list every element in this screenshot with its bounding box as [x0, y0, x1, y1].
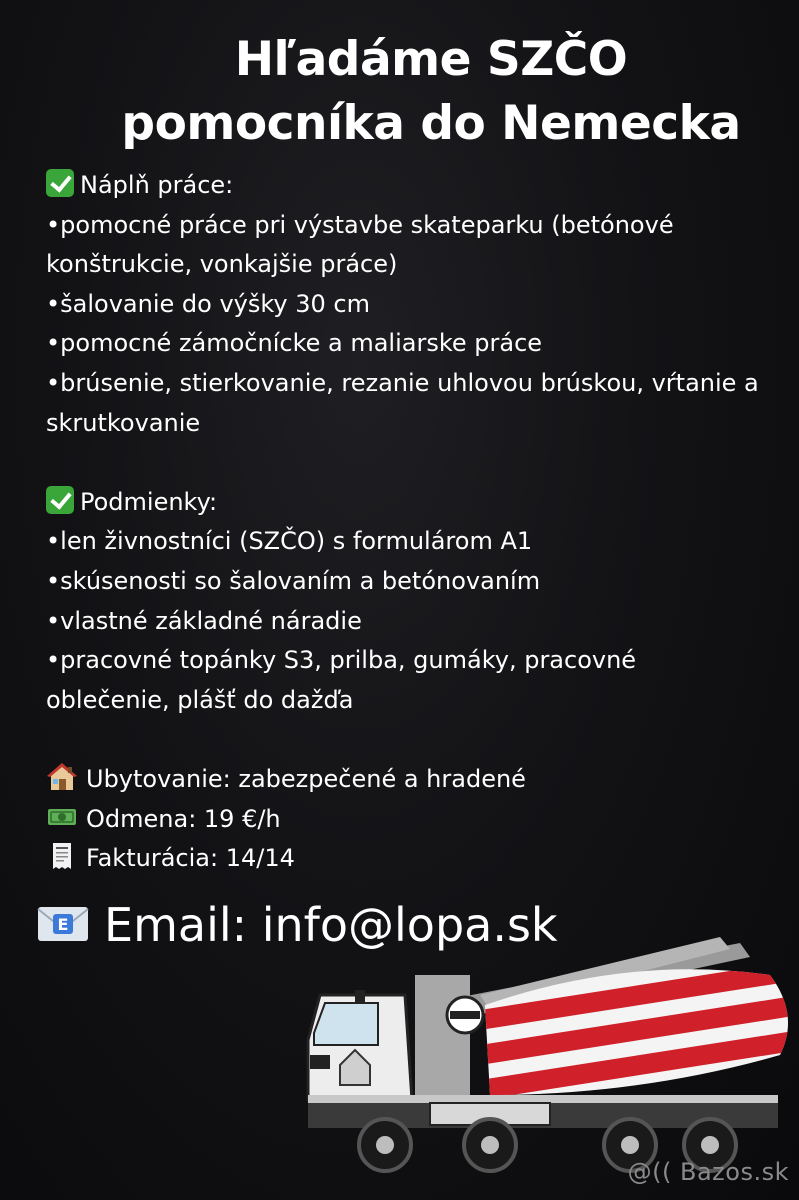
house-icon	[46, 762, 78, 792]
conditions-heading: Podmienky:	[80, 487, 218, 516]
condition-item: •len živnostníci (SZČO) s formulárom A1	[46, 527, 533, 556]
watermark-icon: @((	[627, 1158, 672, 1186]
pay-row	[46, 800, 799, 840]
job-item: •brúsenie, stierkovanie, rezanie uhlovou brúskou, vŕtanie a	[46, 368, 759, 397]
spacer	[46, 443, 799, 483]
envelope-icon	[36, 903, 90, 945]
title-line-2: pomocníka do Nemecka	[121, 96, 741, 151]
job-heading-row	[46, 166, 799, 206]
pay-text: Odmena: 19 €/h	[86, 804, 281, 833]
accommodation-text: Ubytovanie: zabezpečené a hradené	[86, 764, 526, 793]
job-heading: Náplň práce:	[80, 171, 234, 199]
condition-item: •vlastné základné náradie	[46, 606, 362, 635]
receipt-icon	[46, 841, 78, 871]
ad-body	[46, 166, 799, 879]
email-link[interactable]: Email: info@lopa.sk	[104, 898, 558, 952]
page-title	[0, 28, 799, 156]
watermark-text: Bazos.sk	[680, 1158, 789, 1186]
spacer	[46, 720, 799, 760]
title-line-1: Hľadáme SZČO	[234, 32, 628, 87]
conditions-heading-row	[46, 483, 799, 523]
check-mark-icon	[46, 169, 74, 197]
svg-text:E: E	[57, 915, 69, 934]
job-item: •šalovanie do výšky 30 cm	[46, 289, 370, 318]
check-mark-icon	[46, 486, 74, 514]
watermark	[628, 1158, 789, 1186]
job-item: •pomocné práce pri výstavbe skateparku (betónové	[46, 210, 674, 239]
condition-item: •skúsenosti so šalovaním a betónovaním	[46, 566, 541, 595]
condition-item: •pracovné topánky S3, prilba, gumáky, pracovné	[46, 646, 637, 675]
invoicing-row	[46, 839, 799, 879]
accommodation-row	[46, 760, 799, 800]
condition-item: oblečenie, plášť do dažďa	[46, 685, 354, 714]
job-item: •pomocné zámočnícke a maliarske práce	[46, 329, 543, 358]
banknote-icon	[46, 802, 78, 832]
job-item: skrutkovanie	[46, 408, 201, 437]
invoicing-text: Fakturácia: 14/14	[86, 844, 295, 873]
concrete-mixer-truck-image	[300, 935, 799, 1175]
job-item: konštrukcie, vonkajšie práce)	[46, 250, 398, 279]
